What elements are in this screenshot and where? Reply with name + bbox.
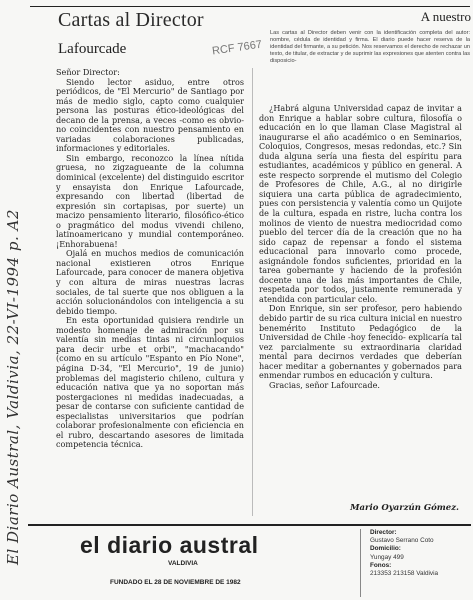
adjacent-section-header: A nuestro: [420, 9, 471, 24]
editorial-notice: Las cartas al Director deben venir con la identificación completa del autor: nombre, cédula de identidad y firma. El diario puede hacer reserva de la identidad del firmante, a su petición. Nos reservamos el derecho de rechazar un texto, de titular, de extractar y de suprimir las expresiones que atenten contra las disposicio-: [270, 30, 470, 64]
handwritten-source-note: El Diario Austral, Valdivia, 22-VI-1994 p. A2: [4, 209, 22, 565]
phones-value: 213353 213158 Valdivia: [370, 570, 439, 578]
masthead-city: VALDIVIA: [168, 560, 198, 567]
masthead-info-box: [360, 529, 472, 597]
letter-greeting: Señor Director:: [56, 67, 120, 77]
address-value: Yungay 499: [370, 553, 404, 561]
archive-stamp: RCF 7667: [211, 38, 263, 58]
letter-paragraph: Don Enrique, sin ser profesor, pero habiendo debido partir de su rica cultura inicial en nuestro benemérito Instituto Pedagógico de la Universidad de Chile -hoy fenecido- explicaría tal vez parcialmente su extraordinaria claridad mental para decirnos verdades que deberían hacer meditar a gobernantes y gobernados para enmendar rumbos en educación y cultura.: [259, 303, 462, 381]
letter-column-right: [259, 104, 462, 390]
letter-column-left: [56, 68, 244, 450]
newspaper-masthead: el diario austral: [80, 532, 259, 558]
header-rule: [30, 6, 470, 7]
letter-paragraph: Ojalá en muchos medios de comunicación nacional existieren otros Enrique Lafourcade, para conocer de manera objetiva y con altura de miras nuestras lacras sociales, de tal suerte que nos obliguen a la acción solucionándolos con inteligencia a su debido tiempo.: [56, 248, 244, 316]
director-label: Director:: [370, 529, 397, 536]
masthead-rule: [28, 524, 471, 526]
letter-paragraph: Sin embargo, reconozco la línea nítida gruesa, no zigzagueante de la columna dominical (excelente) del distinguido escritor y ensayista don Enrique Lafourcade, expresando con libertad (libertad de expresión sin cortapisas, por suerte) un macizo pensamiento literario, filosófico-ético o pragmático del modus vivendi chileno, latinoamericano y mundial contemporáneo. ¡Enhorabuena!: [56, 152, 244, 249]
column-divider: [252, 68, 253, 516]
masthead-founded: FUNDADO EL 28 DE NOVIEMBRE DE 1982: [110, 579, 241, 586]
letter-paragraph: Siendo lector asiduo, entre otros periódicos, de "El Mercurio" de Santiago por más de medio siglo, capto como cualquier persona las posturas ético-ideológicas del decano de la prensa, a veces -como es obvio- no coincidentes con nuestro pensamiento en variadas colaboraciones publicadas, informaciones y editoriales.: [56, 76, 244, 154]
address-label: Domicilio:: [370, 545, 401, 553]
director-name: Gustavo Serrano Coto: [370, 537, 434, 545]
section-title: Cartas al Director: [58, 9, 204, 31]
letter-paragraph: En esta oportunidad quisiera rendirle un modesto homenaje de admiración por su valentía sin medias tintas ni circunloquios para decir urbe et orbi", "machacando" (como en su artículo "Espanto en Pío None", página D-34, "El Mercurio", 19 de junio) problemas del magisterio chileno, cultura y educación nativa que ya no soportan más postergaciones ni medidas inadecuadas, a pesar de contarse con suficiente cantidad de especialistas universitarios que podrían colaborar profesionalmente con eficiencia en el rubro, descartando asesores de limitada competencia técnica.: [56, 315, 244, 450]
letter-title: Lafourcade: [58, 41, 127, 57]
letter-paragraph: ¿Habrá alguna Universidad capaz de invitar a don Enrique a hablar sobre cultura, filosofía o educación en lo que llaman Clase Magistral al inaugurarse el año académico o en Seminarios, Coloquios, Congresos, mesas redondas, etc.? Sin duda alguna sería una fiesta del espíritu para estudiantes, académicos y público en general. A este respecto sorprende el mutismo del Colegio de Profesores de Chile, A.G., al no dirigirle siquiera una carta pública de agradecimiento, pues con persistencia y valentía como un Quijote de la cultura, espada en ristre, lucha contra los molinos de viento de nuestra mediocridad como pueblo del tercer día de la creación que no ha sido capaz de repensar a fondo el sistema educacional para innovarlo como procede, asignándole fondos suficientes, prioridad en la tarea gobernante y haciendo de la profesión docente una de las más importantes de Chile, respetada por todos, justamente remunerada y atendida con particular celo.: [259, 103, 462, 304]
phones-label: Fonos:: [370, 561, 392, 569]
letter-signature: Mario Oyarzún Gómez.: [350, 503, 459, 513]
letter-closing: Gracias, señor Lafourcade.: [269, 379, 380, 390]
